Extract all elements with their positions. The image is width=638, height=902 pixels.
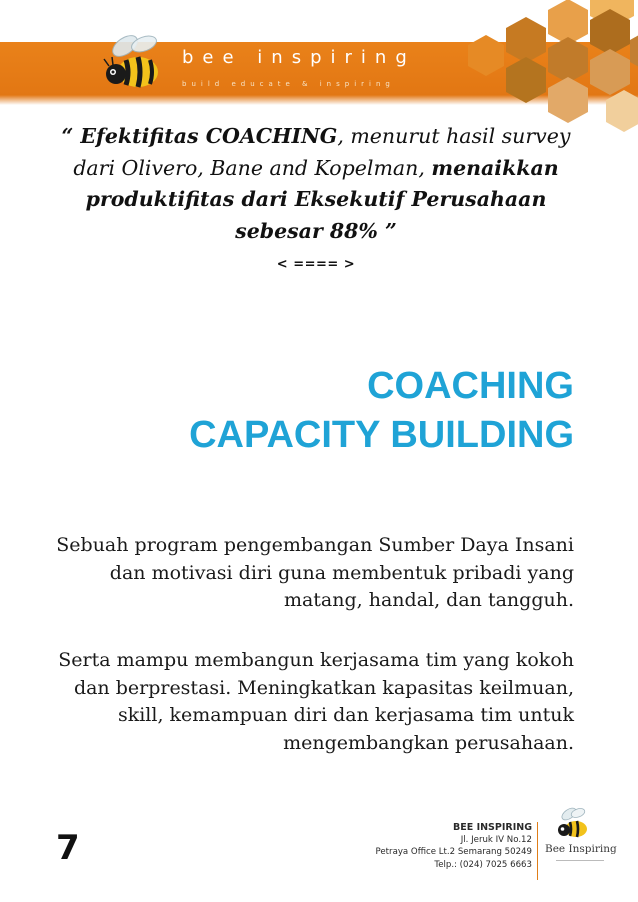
footer-phone: Telp.: (024) 7025 6663 — [434, 859, 532, 870]
footer-divider — [537, 822, 538, 880]
quote-conclusion: menaikkan produktifitas dari Eksekutif Perusahaan sebesar 88% ” — [85, 155, 559, 243]
footer-address — [376, 822, 532, 871]
footer-company-name: BEE INSPIRING — [453, 822, 532, 833]
footer-brand-text: Bee Inspiring — [545, 843, 617, 855]
quote-text: , menurut hasil survey dari Olivero, Bane and Kopelman, — [73, 124, 571, 180]
quote-block — [56, 121, 576, 247]
arrow-indicator: < ==== > — [276, 257, 356, 272]
footer-address-line-1: Jl. Jeruk IV No.12 — [460, 835, 532, 846]
body-paragraph-1: Sebuah program pengembangan Sumber Daya Insani dan motivasi diri guna membentuk pribadi yang matang, handal, dan tangguh. — [56, 534, 574, 611]
bee-logo-icon — [100, 32, 176, 94]
section-title — [189, 362, 574, 460]
quote-highlight: “ Efektifitas COACHING — [61, 124, 338, 148]
title-line-2: CAPACITY BUILDING — [189, 414, 574, 456]
footer-bee-logo-icon — [553, 805, 593, 845]
page-number: 7 — [56, 828, 80, 868]
body-paragraph-2: Serta mampu membangun kerjasama tim yang kokoh dan berprestasi. Meningkatkan kapasitas keilmuan, skill, kemampuan diri dan kerjasama tim untuk mengembangkan perusahaan. — [58, 649, 574, 754]
footer-brand-underline — [556, 860, 604, 861]
footer-address-line-2: Petraya Office Lt.2 Semarang 50249 — [375, 847, 532, 858]
brand-tagline: build educate & inspiring — [182, 80, 395, 88]
brand-name: bee inspiring — [182, 47, 416, 68]
title-line-1: COACHING — [367, 365, 574, 407]
